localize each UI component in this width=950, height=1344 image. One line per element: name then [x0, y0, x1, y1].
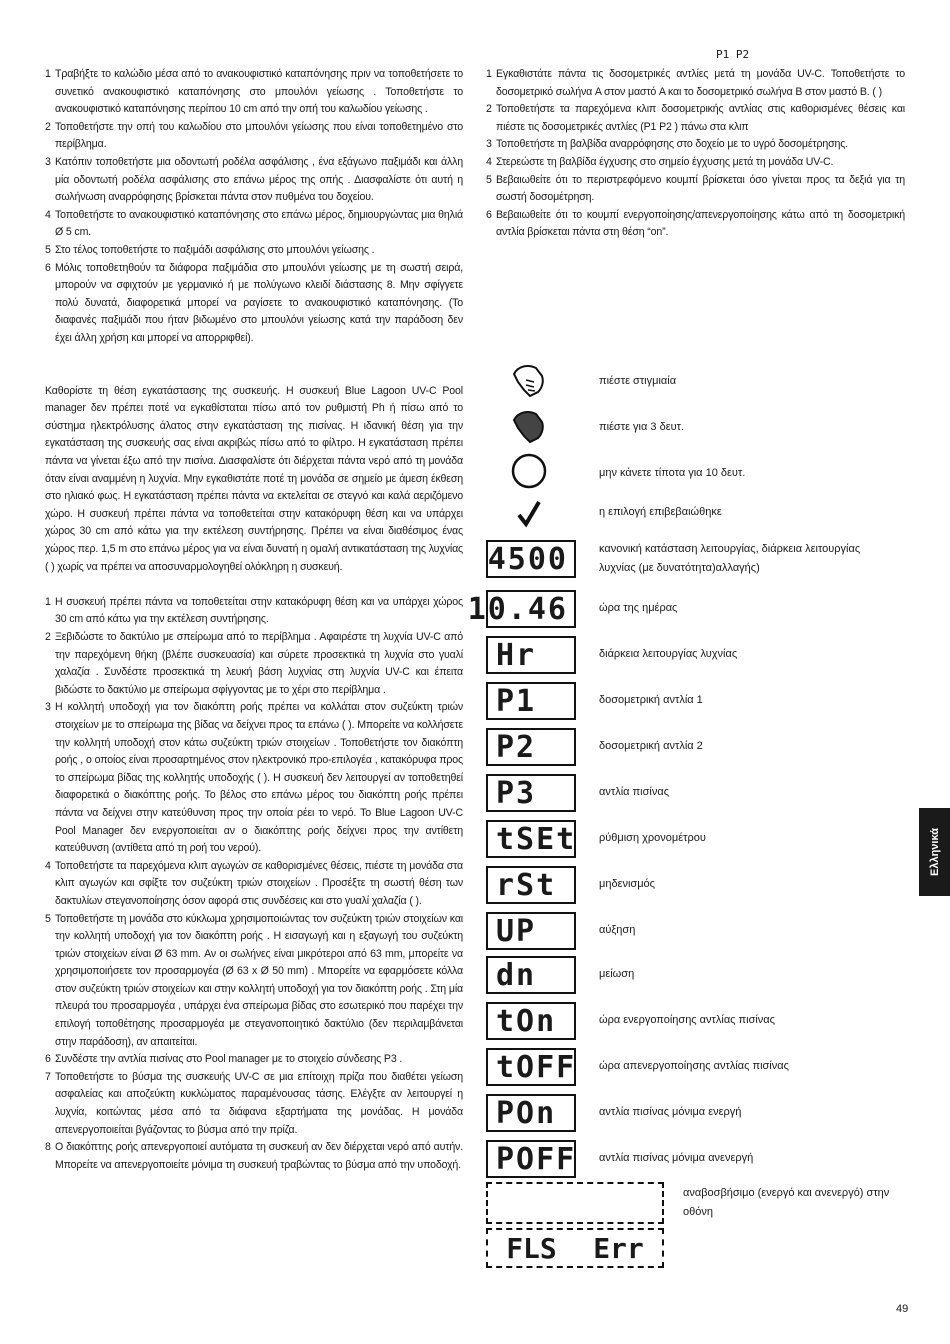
lcd-display-label: αντλία πισίνας: [599, 786, 669, 798]
item-text: Τοποθετήστε τα παρεχόμενα κλιπ δοσομετρικής αντλίας στις καθορισμένες θέσεις και πιέστε τις δοσομετρικές αντλίες (P1 P2 ) πάνω στα κλιπ: [496, 103, 905, 133]
lcd-display-label: ώρα ενεργοποίησης αντλίας πισίνας: [599, 1014, 775, 1026]
item-number: 3: [486, 138, 492, 151]
lcd-display-label: κανονική κατάσταση λειτουργίας, διάρκεια λειτουργίας λυχνίας (με δυνατότητα)αλλαγής): [599, 543, 861, 574]
item-number: 8: [45, 1141, 51, 1154]
lcd-display-13: POn: [486, 1094, 576, 1132]
lcd-display-7: tSEt: [486, 820, 576, 858]
list-item: [486, 136, 905, 154]
hand-press-icon: [508, 360, 548, 400]
list-item: [45, 594, 463, 629]
lcd-display-label: διάρκεια λειτουργίας λυχνίας: [599, 648, 738, 660]
lcd-display-11: tOn: [486, 1002, 576, 1040]
lcd-display-label: ώρα απενεργοποίησης αντλίας πισίνας: [599, 1060, 789, 1072]
blink-label: αναβοσβήσιμο (ενεργό και ανενεργό) στην οθόνη: [683, 1187, 890, 1218]
list-item: [45, 119, 463, 154]
circle-wait-icon: [510, 452, 548, 490]
legend-row-press: [486, 360, 906, 404]
item-number: 6: [45, 1053, 51, 1066]
list-item: [45, 242, 463, 260]
list-item: [45, 154, 463, 207]
list-item: [486, 207, 905, 242]
legend-row-confirm: [486, 498, 906, 536]
item-number: 5: [486, 173, 492, 186]
header-pump-codes: P1 P2: [716, 48, 750, 61]
err-code: Err: [593, 1231, 644, 1265]
lcd-display-14: POFF: [486, 1140, 576, 1178]
lcd-display-label: ώρα της ημέρας: [599, 602, 678, 614]
legend-label: η επιλογή επιβεβαιώθηκε: [599, 506, 722, 518]
lcd-display-10: dn: [486, 956, 576, 994]
language-label: Ελληνικά: [928, 828, 941, 876]
list-item: [486, 154, 905, 172]
lcd-display-5: P2: [486, 728, 576, 766]
legend-label: πιέστε για 3 δευτ.: [599, 421, 685, 433]
item-text: Κατόπιν τοποθετήστε μια οδοντωτή ροδέλα ασφάλισης , ένα εξάγωνο παξιμάδι και άλλη μία οδοντωτή ροδέλα ασφάλισης στο επάνω μέρος της οπής . Διασφαλίστε ότι αυτή η σωλήνωση αναρρόφησης βρίσκεται πάντα στον πυθμένα του δοχείου.: [55, 155, 463, 204]
item-text: Η συσκευή πρέπει πάντα να τοποθετείται στην κατακόρυφη θέση και να υπάρχει χώρος 30 cm από κάτω για την εκτέλεση συντήρησης.: [55, 595, 463, 626]
item-number: 3: [45, 155, 51, 168]
list-item: [486, 101, 905, 136]
fls-code: FLS: [506, 1231, 557, 1265]
item-number: 6: [486, 208, 492, 221]
lcd-display-4: P1: [486, 682, 576, 720]
list-item: [45, 911, 463, 1052]
item-number: 4: [45, 859, 51, 872]
item-text: Τοποθετήστε τη μονάδα στο κύκλωμα χρησιμοποιώντας τον συζεύκτη τριών στοιχείων και την κολλητή υποδοχή για τον διακόπτη ροής . Η εισαγωγή και η εξαγωγή του συζεύκτη τριών στοιχείων είναι Ø 63 mm. Αν οι σωλήνες είναι μικρότεροι από 63 mm, μπορείτε να χρησιμοποιήσετε τον προσαρμογέα (Ø 63 x Ø 50 mm) . Μπορείτε να εφαρμόσετε κόλλα στον συζεύκτη τριών στοιχείων και στην κολλητή υποδοχή για τον διακόπτη ροής . Στη μία πλευρά του προσαρμογέα , υπάρχει ένα σπείρωμα βίδας στο εσωτερικό που παρέχει την επιλογή τοποθέτησης προσαρμογέα με στεγανοποιητικό δακτύλιο (δεν περιλαμβάνεται στην παράδοση), αν απαιτείται.: [55, 912, 463, 1048]
item-number: 6: [45, 261, 51, 274]
lcd-display-8: rSt: [486, 866, 576, 904]
lcd-display-label: ρύθμιση χρονομέτρου: [599, 832, 706, 844]
lcd-display-6: P3: [486, 774, 576, 812]
list-item: [45, 1139, 463, 1174]
item-text: Στερεώστε τη βαλβίδα έγχυσης στο σημείο έγχυσης μετά τη μονάδα UV-C.: [496, 155, 834, 168]
legend-label: μην κάνετε τίποτα για 10 δευτ.: [599, 467, 746, 479]
installation-paragraph: Καθορίστε τη θέση εγκατάστασης της συσκευής. Η συσκευή Blue Lagoon UV-C Pool manager δεν πρέπει ποτέ να εγκαθίσταται πίσω από τον ρυθμιστή Ph ή πίσω από το σύστημα ηλεκτρόλυσης άλατος στην εγκατάσταση της πισίνας. Η ιδανική θέση για την εγκατάσταση της συσκευής σας είναι ακριβώς πίσω από το φίλτρο. Η εγκατάσταση πρέπει πάντα να γίνεται έξω από την πισίνα. Διασφαλίστε ότι διέρχεται πάντα νερό από τη μονάδα όταν είναι αναμμένη η λυχνία. Μην εγκαθιστάτε ποτέ τη μονάδα σε σημείο με άμεση έκθεση στο ηλιακό φως. Η εγκατάσταση πρέπει πάντα να εκτελείται σε στεγνό και καλά αεριζόμενο χώρο. Η συσκευή πρέπει πάντα να τοποθετείται στην κατακόρυφη θέση και να υπάρχει χώρος 30 cm από κάτω για την εκτέλεση συντήρησης. Πρέπει να είναι διαθέσιμος ένας χώρος περ. 1,5 m στο επάνω μέρος για να είναι δυνατή η ομαλή αντικατάσταση της λυχνίας ( ) χωρίς να πρέπει να αποσυναρμολογηθεί ολόκληρη η συσκευή.: [45, 384, 463, 573]
item-number: 5: [45, 912, 51, 925]
item-number: 1: [45, 68, 51, 80]
item-text: Τραβήξτε το καλώδιο μέσα από το ανακουφιστικό καταπόνησης πριν να τοποθετήσετε το συνετικό ανακουφιστικό καταπόνησης στο μπουλόνι γείωσης . Τοποθετήστε το ανακουφιστικό καταπόνησης περίπου 10 cm από την οπή του καλωδίου γείωσης .: [55, 68, 463, 116]
lcd-display-label: μείωση: [599, 968, 635, 980]
page-number: 49: [896, 1303, 909, 1315]
lcd-display-label: μηδενισμός: [599, 878, 655, 890]
lcd-display-2: 10.46: [486, 590, 576, 628]
blink-indicator-box: [486, 1182, 664, 1224]
item-text: Τοποθετήστε το βύσμα της συσκευής UV-C σε μια επίτοιχη πρίζα που διαθέτει γείωση ασφαλείας και αποζεύκτη κυκλώματος παραμένουσας τάσης. Ελέγξτε αν λειτουργεί η λυχνία, κοιτώντας μέσα από τα διάφανα εξαρτήματα της μονάδας. Η μονάδα απενεργοποιείται βγάζοντας το βύσμα από την πρίζα.: [55, 1070, 463, 1136]
lcd-display-label: αύξηση: [599, 924, 636, 936]
lcd-display-9: UP: [486, 912, 576, 950]
list-item: [486, 66, 905, 101]
lcd-display-12: tOFF: [486, 1048, 576, 1086]
item-text: Τοποθετήστε τα παρεχόμενα κλιπ αγωγών σε καθορισμένες θέσεις, πιέστε τη μονάδα στα κλιπ αγωγών και σφίξτε τον συζεύκτη τριών στοιχείων . Προσέξτε τη σωστή θέση των δακτυλίων στεγανοποίησης όσον αφορά στις συνδέσεις και στο γυαλί χαλαζία ( ).: [55, 859, 463, 907]
item-number: 2: [45, 120, 51, 133]
list-item: [45, 66, 463, 119]
list-item: [45, 260, 463, 348]
fls-err-display: [486, 1228, 664, 1268]
left-column: [45, 66, 463, 1174]
language-tab: [919, 808, 950, 896]
item-text: Τοποθετήστε την οπή του καλωδίου στο μπουλόνι γείωσης που είναι τοποθετημένο στο περίβλημα.: [55, 120, 463, 151]
list-item: [45, 699, 463, 857]
legend-row-wait: [486, 452, 906, 496]
list-item: [45, 629, 463, 699]
lcd-display-3: Hr: [486, 636, 576, 674]
item-text: Στο τέλος τοποθετήστε το παξιμάδι ασφάλισης στο μπουλόνι γείωσης .: [55, 243, 375, 256]
item-text: Ο διακόπτης ροής απενεργοποιεί αυτόματα τη συσκευή αν δεν διέρχεται νερό από αυτήν. Μπορείτε να απενεργοποιείτε μόνιμα τη συσκευή τραβώντας το βύσμα από την υποδοχή.: [55, 1141, 463, 1171]
lcd-display-label: αντλία πισίνας μόνιμα ανενεργή: [599, 1152, 754, 1164]
item-text: Βεβαιωθείτε ότι το κουμπί ενεργοποίησης/απενεργοποίησης κάτω από τη δοσομετρική αντλία βρίσκεται πάντα στη θέση “on”.: [496, 208, 905, 239]
list-item: [45, 1069, 463, 1139]
item-number: 2: [45, 631, 51, 643]
item-number: 4: [486, 155, 492, 168]
checkmark-icon: [516, 500, 542, 528]
item-number: 1: [45, 595, 51, 608]
hand-hold-icon: [508, 406, 548, 446]
item-number: 3: [45, 701, 51, 714]
installation-steps: [45, 594, 463, 1175]
item-text: Συνδέστε την αντλία πισίνας στο Pool manager με το στοιχείο σύνδεσης P3 .: [55, 1053, 403, 1066]
assembly-steps: [45, 66, 463, 348]
lcd-display-1: 4500: [486, 540, 576, 578]
item-text: Εγκαθιστάτε πάντα τις δοσομετρικές αντλίες μετά τη μονάδα UV-C. Τοποθετήστε το δοσομετρικό σωλήνα A στον μαστό A και το δοσομετρικό σωλήνα B στον μαστό B. ( ): [496, 68, 905, 98]
item-number: 4: [45, 208, 51, 221]
lcd-display-label: δοσομετρική αντλία 2: [599, 740, 703, 752]
right-column: [486, 66, 905, 242]
item-text: Τοποθετήστε το ανακουφιστικό καταπόνησης στο επάνω μέρος, δημιουργώντας μια θηλιά Ø 5 cm.: [55, 208, 463, 239]
item-number: 1: [486, 68, 492, 80]
item-number: 2: [486, 103, 492, 116]
list-item: [45, 207, 463, 242]
item-number: 5: [45, 243, 51, 256]
item-text: Η κολλητή υποδοχή για τον διακόπτη ροής πρέπει να κολλάται στον συζεύκτη τριών στοιχείων με το σπείρωμα της βίδας να δείχνει προς τα επάνω ( ). Μπορείτε να κολλήσετε την κολλητή υποδοχή στον κάτω συζεύκτη τριών στοιχείων . Τοποθετήστε τον διακόπτη ροής , ο οποίος είναι προσαρτημένος στον ηλεκτρονικό προ-επιλογέα , κατακόρυφα προς το σπείρωμα βίδας της κολλητής υποδοχής ( ). Η συσκευή δεν λειτουργεί αν τοποθετηθεί διαφορετικά ο διακόπτης ροής. Το βέλος στο επάνω μέρος του διακόπτη ροής πρέπει πάντα να δείχνει στην κατεύθυνση προς την οποία ρέει το νερό. Το Blue Lagoon UV-C Pool Manager δεν ενεργοποιείται αν ο διακόπτης ροής δείχνει προς την αντίθετη κατεύθυνση (αντίθετα από τη ροή του νερού).: [55, 701, 463, 855]
item-number: 7: [45, 1070, 51, 1083]
item-text: Ξεβιδώστε το δακτύλιο με σπείρωμα από το περίβλημα . Αφαιρέστε τη λυχνία UV-C από την παρεχόμενη θήκη (βλέπε συσκευασία) και σύρετε προσεκτικά τη λυχνία στο γυαλί χαλαζία . Συνδέστε προσεκτικά τη λευκή βάση λυχνίας στη λυχνία UV-C και έπειτα βιδώστε το δακτύλιο με σπείρωμα σφίγγοντας με το χέρι στο περίβλημα .: [55, 631, 463, 696]
legend-row-hold: [486, 406, 906, 450]
dosing-steps: [486, 66, 905, 242]
legend-label: πιέστε στιγμιαία: [599, 375, 677, 387]
list-item: [45, 858, 463, 911]
item-text: Τοποθετήστε τη βαλβίδα αναρρόφησης στο δοχείο με το υγρό δοσομέτρησης.: [496, 138, 848, 151]
list-item: [45, 1051, 463, 1069]
lcd-display-label: δοσομετρική αντλία 1: [599, 694, 703, 706]
lcd-display-label: αντλία πισίνας μόνιμα ενεργή: [599, 1106, 742, 1118]
item-text: Μόλις τοποθετηθούν τα διάφορα παξιμάδια στο μπουλόνι γείωσης με τη σωστή σειρά, μπορούν να σφιχτούν με γερμανικό ή με πολύγωνο κλειδί διάστασης 8. Μην σφίγγετε πολύ δυνατά, διαφορετικά μπορεί να ραγίσετε το ανακουφιστικό καταπόνησης. (Το διαφανές παξιμάδι που ήταν βιδωμένο στο μπουλόνι γείωσης κατά την παράδοση δεν έχει άλλη χρήση και μπορεί να απορριφθεί).: [55, 261, 463, 344]
list-item: [486, 172, 905, 207]
item-text: Βεβαιωθείτε ότι το περιστρεφόμενο κουμπί βρίσκεται όσο γίνεται προς τα δεξιά για τη σωστή δοσομέτρηση.: [496, 173, 905, 204]
